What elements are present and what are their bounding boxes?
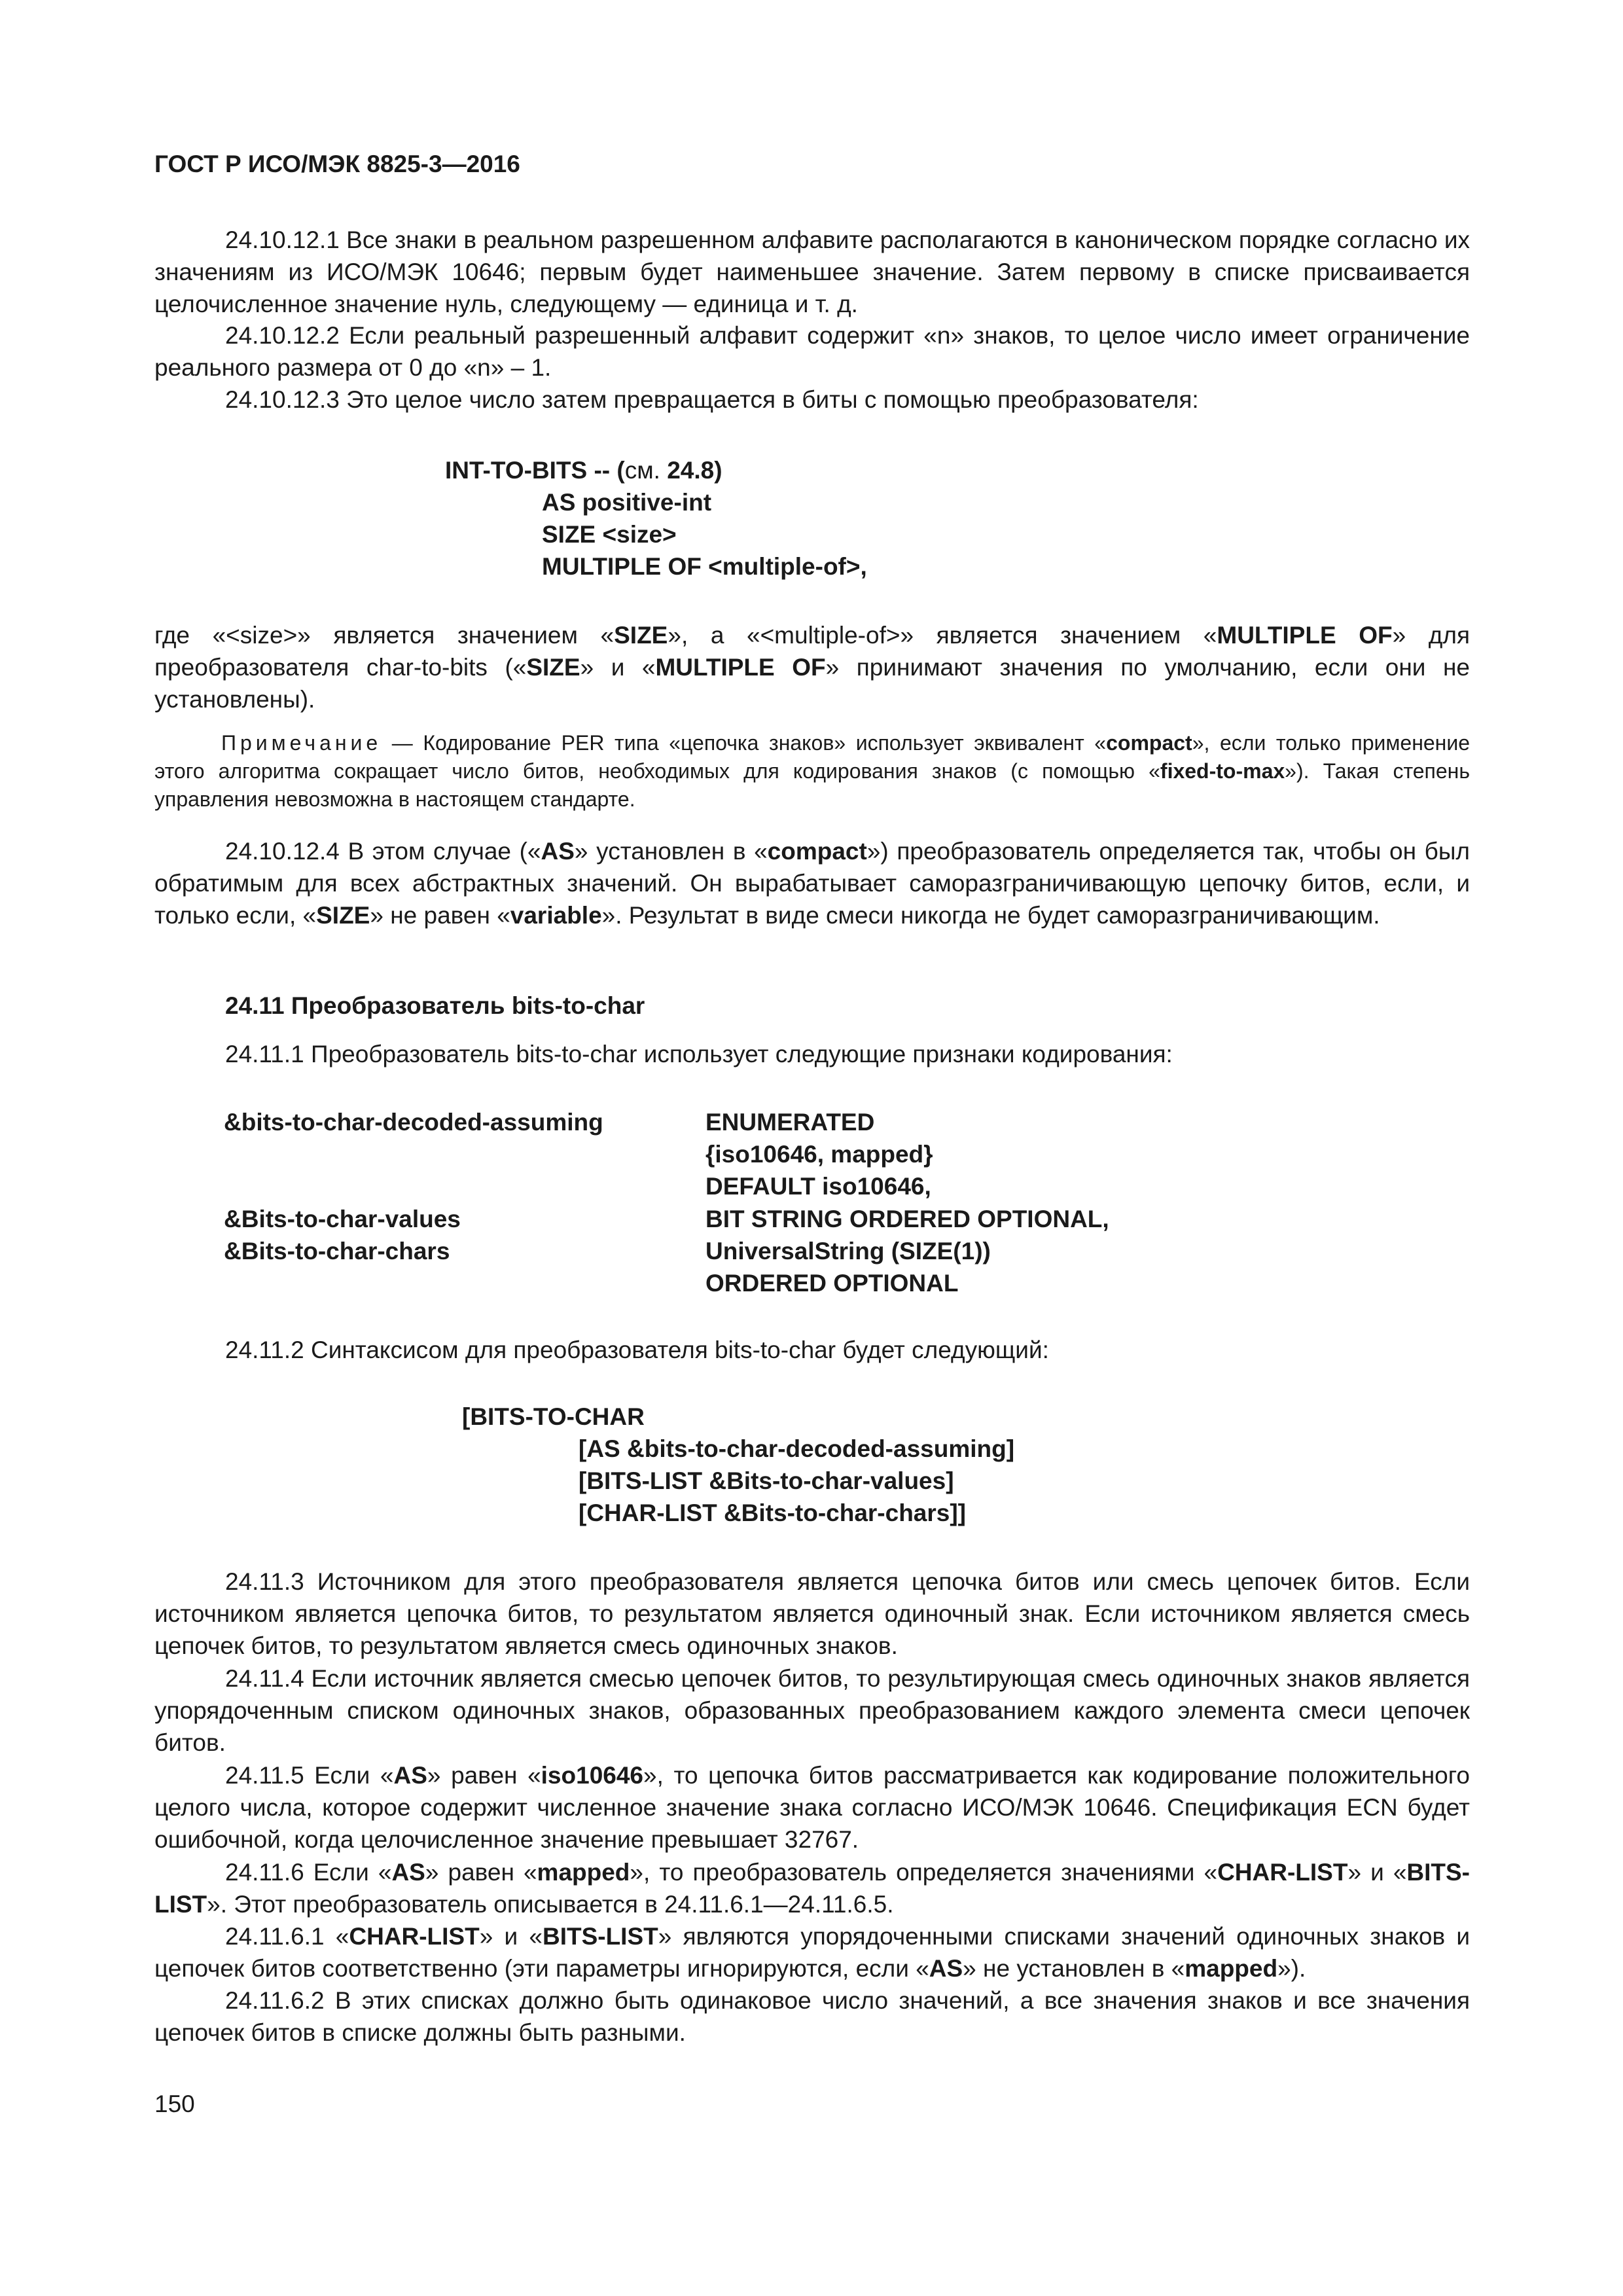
attr-name-values: &Bits-to-char-values: [224, 1206, 461, 1232]
code-bits-to-char: [BITS-TO-CHAR: [462, 1403, 645, 1430]
code-line: SIZE <size>: [542, 521, 677, 548]
note-paragraph: Примечание — Кодирование PER типа «цепочка знаков» использует эквивалент «compact», если только применение этого алгоритма сокращает число битов, необходимых для кодирования знаков (с помощью «fixed-to-max»). Такая степень управления невозможна в настоящем стандарте.: [154, 731, 1471, 811]
paragraph-24-11-6: 24.11.6 Если «AS» равен «mapped», то преобразователь определяется значениями «CHAR-LIST» и «BITS-LIST». Этот преобразователь описывается в 24.11.6.1—24.11.6.5.: [154, 1859, 1471, 1918]
code-line: AS positive-int: [542, 489, 712, 516]
paragraph-24-10-12-1: 24.10.12.1 Все знаки в реальном разрешенном алфавите располагаются в каноническом порядке согласно их значениям из ИСО/МЭК 10646; первым будет наименьшее значение. Затем первому в списке присваивается целочисленное значение нуль, следующему — единица и т. д.: [154, 226, 1470, 317]
paragraph-24-11-6-2: 24.11.6.2 В этих списках должно быть одинаковое число значений, а все значения знаков и все значения цепочек битов в списке должны быть разными.: [154, 1987, 1470, 2046]
attr-def: UniversalString (SIZE(1)): [705, 1238, 991, 1265]
paragraph-24-10-12-2: 24.10.12.2 Если реальный разрешенный алфавит содержит «n» знаков, то целое число имеет ограничение реального размера от 0 до «n» – 1.: [154, 322, 1470, 381]
attr-def: BIT STRING ORDERED OPTIONAL,: [705, 1206, 1109, 1232]
code-int-to-bits: INT-TO-BITS -- (см. 24.8): [445, 457, 722, 484]
paragraph-24-11-5: 24.11.5 Если «AS» равен «iso10646», то цепочка битов рассматривается как кодирование положительного целого числа, которое содержит численное значение знака согласно ИСО/МЭК 10646. Спецификация ECN будет ошибочной, когда целочисленное значение превышает 32767.: [154, 1762, 1471, 1853]
attr-def: ENUMERATED: [705, 1109, 875, 1136]
section-heading-24-11: 24.11 Преобразователь bits-to-char: [225, 992, 645, 1019]
attr-def: {iso10646, mapped}: [705, 1141, 933, 1168]
document-header: ГОСТ Р ИСО/МЭК 8825-3—2016: [154, 151, 520, 177]
paragraph-24-11-6-1: 24.11.6.1 «CHAR-LIST» и «BITS-LIST» являются упорядоченными списками значений одиночных знаков и цепочек битов соответственно (эти параметры игнорируются, если «AS» не установлен в «mapped»).: [154, 1923, 1470, 1982]
paragraph-24-11-2: 24.11.2 Синтаксисом для преобразователя bits-to-char будет следующий:: [225, 1336, 1049, 1363]
attr-def: ORDERED OPTIONAL: [705, 1270, 959, 1297]
code-line: [BITS-LIST &Bits-to-char-values]: [579, 1467, 954, 1494]
note-label: Примечание: [221, 731, 382, 755]
code-line: MULTIPLE OF <multiple-of>,: [542, 553, 867, 580]
attr-name-decoded-assuming: &bits-to-char-decoded-assuming: [224, 1109, 603, 1136]
paragraph-24-10-12-3: 24.10.12.3 Это целое число затем превращается в биты с помощью преобразователя:: [225, 386, 1199, 413]
attr-name-chars: &Bits-to-char-chars: [224, 1238, 450, 1265]
paragraph-size-explanation: где «<size>» является значением «SIZE», а «<multiple-of>» является значением «MULTIPLE OF» для преобразователя char-to-bits («SIZE» и «MULTIPLE OF» принимают значения по умолчанию, если они не установлены).: [154, 622, 1470, 713]
paragraph-24-11-4: 24.11.4 Если источник является смесью цепочек битов, то результирующая смесь одиночных знаков является упорядоченным списком одиночных знаков, образованных преобразованием каждого элемента смеси цепочек битов.: [154, 1665, 1470, 1756]
code-line: [CHAR-LIST &Bits-to-char-chars]]: [579, 1499, 966, 1526]
code-line: [AS &bits-to-char-decoded-assuming]: [579, 1435, 1015, 1462]
paragraph-24-11-3: 24.11.3 Источником для этого преобразователя является цепочка битов или смесь цепочек битов. Если источником является цепочка битов, то результатом является одиночный знак. Если источником является смесь цепочек битов, то результатом является смесь одиночных знаков.: [154, 1568, 1470, 1659]
paragraph-24-10-12-4: 24.10.12.4 В этом случае («AS» установлен в «compact») преобразователь определяется так, чтобы он был обратимым для всех абстрактных значений. Он вырабатывает саморазграничивающую цепочку битов, если, и только если, «SIZE» не равен «variable». Результат в виде смеси никогда не будет саморазграничивающим.: [154, 838, 1470, 929]
paragraph-24-11-1: 24.11.1 Преобразователь bits-to-char использует следующие признаки кодирования:: [225, 1041, 1173, 1067]
page-number: 150: [154, 2090, 195, 2117]
attr-def: DEFAULT iso10646,: [705, 1173, 931, 1200]
